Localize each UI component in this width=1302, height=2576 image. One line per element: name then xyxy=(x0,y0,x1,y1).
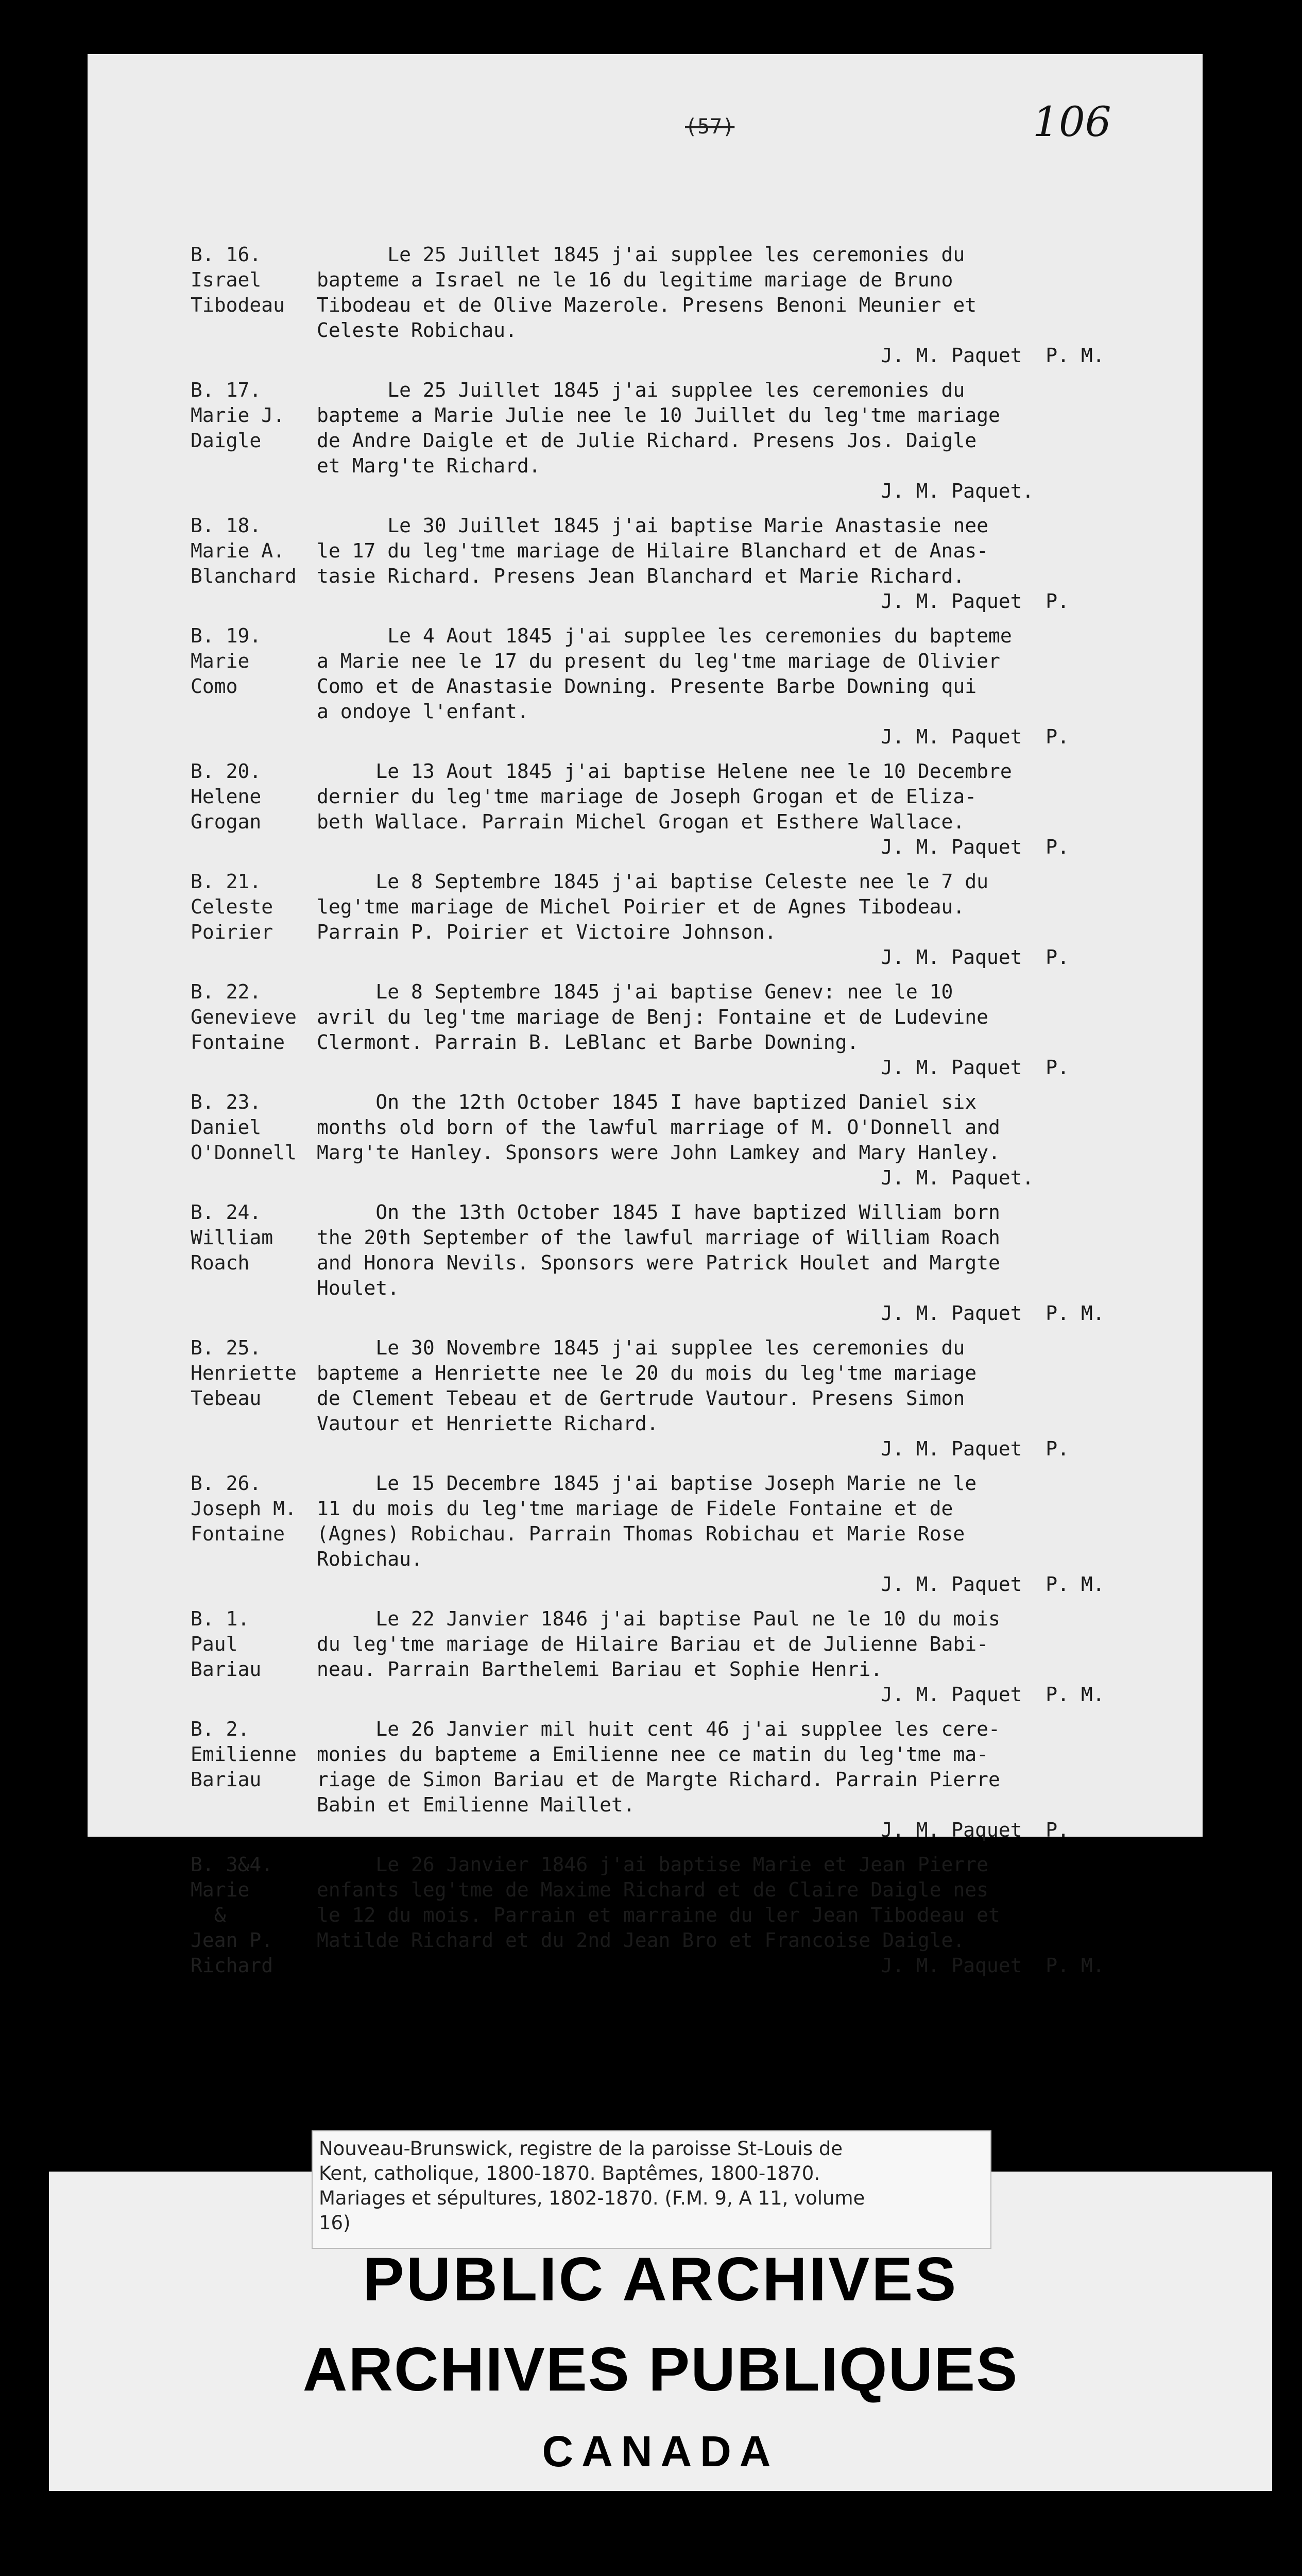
entry-signature: J. M. Paquet P. xyxy=(881,590,1070,613)
register-entry xyxy=(191,1471,1185,1597)
entry-label: B. 25. Henriette Tebeau xyxy=(191,1336,297,1410)
entry-signature: J. M. Paquet. xyxy=(881,480,1034,502)
entry-label: B. 17. Marie J. Daigle xyxy=(191,379,285,452)
entry-text: Le 26 Janvier mil huit cent 46 j'ai supplee les cere- monies du bapteme a Emilienne nee ce matin du leg'tme ma- riage de Simon Bariau et de Margte Richard. Parrain Pierre Babin et Emilienne Maillet. xyxy=(317,1718,1000,1816)
archives-title-country: CANADA xyxy=(542,2427,779,2476)
archives-title-english: PUBLIC ARCHIVES xyxy=(363,2245,958,2314)
entry-label: B. 3&4. Marie & Jean P. Richard xyxy=(191,1853,273,1977)
register-entry xyxy=(191,1335,1185,1462)
entry-signature: J. M. Paquet P. M. xyxy=(881,1954,1105,1977)
entry-signature: J. M. Paquet P. xyxy=(881,946,1070,969)
entry-signature: J. M. Paquet P. M. xyxy=(881,1302,1105,1325)
entry-label: B. 20. Helene Grogan xyxy=(191,760,262,833)
register-entry xyxy=(191,759,1185,860)
register-page xyxy=(88,54,1203,1977)
entry-label: B. 24. William Roach xyxy=(191,1201,273,1274)
entry-label: B. 26. Joseph M. Fontaine xyxy=(191,1472,297,1545)
entry-signature: J. M. Paquet P. xyxy=(881,1056,1070,1079)
entry-text: Le 26 Janvier 1846 j'ai baptise Marie et Jean Pierre enfants leg'tme de Maxime Richard et de Claire Daigle nes le 12 du mois. Parrain et marraine du ler Jean Tibodeau et Matilde Richard et du 2nd Jean Bro et Francoise Daigle. xyxy=(317,1853,1000,1952)
page-number-handwritten: 106 xyxy=(1033,98,1111,146)
old-page-number: (57) xyxy=(685,115,735,139)
entry-text: Le 25 Juillet 1845 j'ai supplee les ceremonies du bapteme a Israel ne le 16 du legitime mariage de Bruno Tibodeau et de Olive Mazerole. Presens Benoni Meunier et Celeste Robichau. xyxy=(317,243,977,342)
entry-label: B. 1. Paul Bariau xyxy=(191,1607,262,1681)
entry-text: Le 30 Novembre 1845 j'ai supplee les ceremonies du bapteme a Henriette nee le 20 du mois du leg'tme mariage de Clement Tebeau et de Gertrude Vautour. Presens Simon Vautour et Henriette Richard. xyxy=(317,1336,977,1435)
baptism-entries xyxy=(191,242,1185,1988)
register-entry xyxy=(191,1200,1185,1326)
entry-label: B. 2. Emilienne Bariau xyxy=(191,1718,297,1791)
source-caption xyxy=(312,2130,991,2249)
register-entry xyxy=(191,378,1185,504)
entry-label: B. 16. Israel Tibodeau xyxy=(191,243,285,316)
archives-title-french: ARCHIVES PUBLIQUES xyxy=(302,2335,1019,2404)
register-entry xyxy=(191,1090,1185,1191)
entry-text: Le 15 Decembre 1845 j'ai baptise Joseph Marie ne le 11 du mois du leg'tme mariage de Fidele Fontaine et de (Agnes) Robichau. Parrain Thomas Robichau et Marie Rose Robichau. xyxy=(317,1472,977,1570)
entry-label: B. 19. Marie Como xyxy=(191,624,262,698)
entry-label: B. 21. Celeste Poirier xyxy=(191,870,273,943)
register-entry xyxy=(191,1606,1185,1707)
entry-text: Le 13 Aout 1845 j'ai baptise Helene nee le 10 Decembre dernier du leg'tme mariage de Joseph Grogan et de Eliza- beth Wallace. Parrain Michel Grogan et Esthere Wallace. xyxy=(317,760,1012,833)
entry-signature: J. M. Paquet P. xyxy=(881,1437,1070,1460)
entry-signature: J. M. Paquet. xyxy=(881,1166,1034,1189)
entry-label: B. 22. Genevieve Fontaine xyxy=(191,980,297,1054)
entry-text: On the 13th October 1845 I have baptized William born the 20th September of the lawful marriage of William Roach and Honora Nevils. Sponsors were Patrick Houlet and Margte Houlet. xyxy=(317,1201,1000,1299)
entry-signature: J. M. Paquet P. xyxy=(881,725,1070,748)
register-entry xyxy=(191,623,1185,750)
caption-line: Nouveau-Brunswick, registre de la paroisse St-Louis de xyxy=(319,2138,843,2160)
entry-label: B. 18. Marie A. Blanchard xyxy=(191,514,297,587)
register-entry xyxy=(191,513,1185,614)
entry-label: B. 23. Daniel O'Donnell xyxy=(191,1091,297,1164)
entry-signature: J. M. Paquet P. M. xyxy=(881,1683,1105,1706)
register-entry xyxy=(191,242,1185,368)
entry-text: Le 22 Janvier 1846 j'ai baptise Paul ne le 10 du mois du leg'tme mariage de Hilaire Bariau et de Julienne Babi- neau. Parrain Barthelemi Bariau et Sophie Henri. xyxy=(317,1607,1000,1681)
entry-text: Le 8 Septembre 1845 j'ai baptise Genev: nee le 10 avril du leg'tme mariage de Benj: Fontaine et de Ludevine Clermont. Parrain B. LeBlanc et Barbe Downing. xyxy=(317,980,989,1054)
caption-line: 16) xyxy=(319,2212,351,2234)
entry-text: Le 25 Juillet 1845 j'ai supplee les ceremonies du bapteme a Marie Julie nee le 10 Juillet du leg'tme mariage de Andre Daigle et de Julie Richard. Presens Jos. Daigle et Marg'te Richard. xyxy=(317,379,1000,477)
entry-signature: J. M. Paquet P. M. xyxy=(881,1573,1105,1596)
register-entry xyxy=(191,869,1185,970)
register-entry xyxy=(191,979,1185,1080)
caption-line: Kent, catholique, 1800-1870. Baptêmes, 1800-1870. xyxy=(319,2162,820,2184)
entry-text: Le 30 Juillet 1845 j'ai baptise Marie Anastasie nee le 17 du leg'tme mariage de Hilaire Blanchard et de Anas- tasie Richard. Presens Jean Blanchard et Marie Richard. xyxy=(317,514,989,587)
entry-text: Le 4 Aout 1845 j'ai supplee les ceremonies du bapteme a Marie nee le 17 du present du leg'tme mariage de Olivier Como et de Anastasie Downing. Presente Barbe Downing qui a ondoye l'enfant. xyxy=(317,624,1012,723)
entry-signature: J. M. Paquet P. xyxy=(881,1819,1070,1841)
entry-text: On the 12th October 1845 I have baptized Daniel six months old born of the lawful marriage of M. O'Donnell and Marg'te Hanley. Sponsors were John Lamkey and Mary Hanley. xyxy=(317,1091,1000,1164)
register-entry xyxy=(191,1852,1185,1978)
entry-signature: J. M. Paquet P. M. xyxy=(881,344,1105,367)
caption-line: Mariages et sépultures, 1802-1870. (F.M. 9, A 11, volume xyxy=(319,2187,865,2209)
entry-signature: J. M. Paquet P. xyxy=(881,836,1070,858)
register-entry xyxy=(191,1717,1185,1843)
entry-text: Le 8 Septembre 1845 j'ai baptise Celeste nee le 7 du leg'tme mariage de Michel Poirier et de Agnes Tibodeau. Parrain P. Poirier et Victoire Johnson. xyxy=(317,870,989,943)
